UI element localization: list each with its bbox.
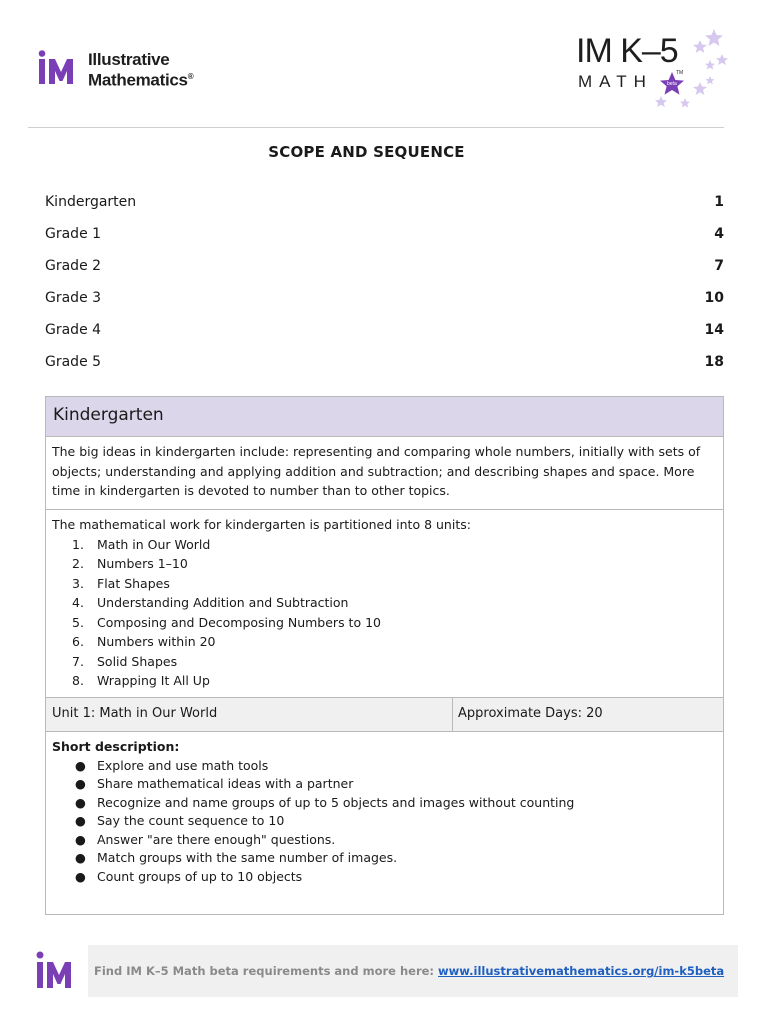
list-item <box>72 794 717 813</box>
bullet-icon: ● <box>75 776 86 791</box>
toc-entry-grade-3[interactable] <box>45 282 724 314</box>
brand-line-2: Mathematics <box>88 70 188 90</box>
unit-name: Numbers within 20 <box>97 634 216 649</box>
list-item <box>72 775 717 794</box>
unit-name: Numbers 1–10 <box>97 556 188 571</box>
list-item <box>72 632 717 652</box>
list-item <box>72 652 717 672</box>
page-footer <box>0 936 768 1006</box>
toc-label: Grade 2 <box>45 258 102 274</box>
toc-label: Grade 1 <box>45 226 102 242</box>
list-number: 4. <box>72 595 84 610</box>
section-intro: The big ideas in kindergarten include: representing and comparing whole numbers, initially with sets of objects; understanding and applying addition and subtraction; and describing shapes and space. More time in kindergarten is devoted to number than to other topics. <box>46 437 723 510</box>
unit-name: Solid Shapes <box>97 653 178 669</box>
list-number: 2. <box>72 556 84 571</box>
brand-line-1: Illustrative <box>88 50 170 69</box>
units-intro: The mathematical work for kindergarten is partitioned into 8 units: <box>52 517 471 532</box>
description-text: Share mathematical ideas with a partner <box>97 776 354 791</box>
trademark-mark: TM <box>676 70 684 76</box>
section-heading: Kindergarten <box>46 397 723 437</box>
list-item <box>72 671 717 691</box>
list-number: 7. <box>72 653 84 669</box>
toc-entry-grade-4[interactable] <box>45 314 724 346</box>
toc-entry-grade-1[interactable] <box>45 218 724 250</box>
list-item <box>72 757 717 776</box>
list-item <box>72 868 717 887</box>
product-title: IM K–5 <box>576 32 678 70</box>
list-number: 6. <box>72 634 84 649</box>
bullet-icon: ● <box>75 757 86 773</box>
list-item <box>72 812 717 831</box>
unit-name: Understanding Addition and Subtraction <box>97 595 349 610</box>
product-subtitle: MATH <box>578 72 653 91</box>
list-item <box>72 574 717 594</box>
header-divider <box>28 127 724 128</box>
unit-title: Unit 1: Math in Our World <box>52 706 218 721</box>
toc-page-number: 1 <box>714 194 724 210</box>
bullet-icon: ● <box>75 831 86 847</box>
table-of-contents <box>45 186 724 378</box>
brand-name <box>88 51 193 89</box>
bullet-icon: ● <box>75 794 86 810</box>
list-number: 1. <box>72 536 84 552</box>
toc-label: Kindergarten <box>45 194 137 210</box>
list-item <box>72 831 717 850</box>
approximate-days: Approximate Days: 20 <box>458 706 603 721</box>
list-item <box>72 554 717 574</box>
list-item <box>72 535 717 555</box>
unit-name: Math in Our World <box>97 536 211 552</box>
units-block <box>46 510 723 698</box>
im-k5-math-logo <box>572 26 732 118</box>
list-item <box>72 593 717 613</box>
list-number: 8. <box>72 673 84 688</box>
list-item <box>72 613 717 633</box>
toc-page-number: 7 <box>714 258 724 274</box>
registered-mark: ® <box>187 72 194 81</box>
beta-label: beta <box>667 81 677 87</box>
description-text: Recognize and name groups of up to 5 objects and images without counting <box>97 794 575 810</box>
bullet-icon: ● <box>75 868 86 884</box>
toc-page-number: 4 <box>714 226 724 242</box>
unit-header-row <box>46 698 723 732</box>
im-logo-icon <box>36 950 80 990</box>
toc-entry-kindergarten[interactable] <box>45 186 724 218</box>
list-item <box>72 849 717 868</box>
footer-text <box>94 945 724 997</box>
bullet-icon: ● <box>75 850 86 865</box>
units-list <box>52 535 717 691</box>
description-list <box>52 757 717 887</box>
im-logo-icon <box>38 50 82 86</box>
toc-page-number: 10 <box>704 290 724 306</box>
footer-link[interactable]: www.illustrativemathematics.org/im-k5beta <box>438 964 725 978</box>
kindergarten-section <box>45 396 724 915</box>
short-description <box>46 732 723 886</box>
bullet-icon: ● <box>75 813 86 828</box>
description-text: Explore and use math tools <box>97 757 269 773</box>
description-text: Answer "are there enough" questions. <box>97 831 336 847</box>
description-text: Say the count sequence to 10 <box>97 813 285 828</box>
list-number: 5. <box>72 614 84 630</box>
unit-name: Flat Shapes <box>97 575 170 591</box>
toc-page-number: 18 <box>704 354 724 370</box>
page-title: SCOPE AND SEQUENCE <box>268 143 465 161</box>
description-text: Count groups of up to 10 objects <box>97 868 303 884</box>
footer-bar <box>88 945 738 997</box>
unit-name: Wrapping It All Up <box>97 673 210 688</box>
description-text: Match groups with the same number of images. <box>97 850 398 865</box>
toc-label: Grade 5 <box>45 354 102 370</box>
list-number: 3. <box>72 575 84 591</box>
toc-entry-grade-5[interactable] <box>45 346 724 378</box>
short-description-title: Short description: <box>52 739 180 754</box>
footer-message: Find IM K–5 Math beta requirements and more here: <box>94 964 439 978</box>
toc-entry-grade-2[interactable] <box>45 250 724 282</box>
illustrative-mathematics-logo[interactable] <box>38 48 208 90</box>
toc-label: Grade 4 <box>45 322 102 338</box>
toc-page-number: 14 <box>704 322 724 338</box>
cell-divider <box>452 698 453 731</box>
unit-name: Composing and Decomposing Numbers to 10 <box>97 614 381 630</box>
page-header <box>0 0 768 128</box>
toc-label: Grade 3 <box>45 290 102 306</box>
